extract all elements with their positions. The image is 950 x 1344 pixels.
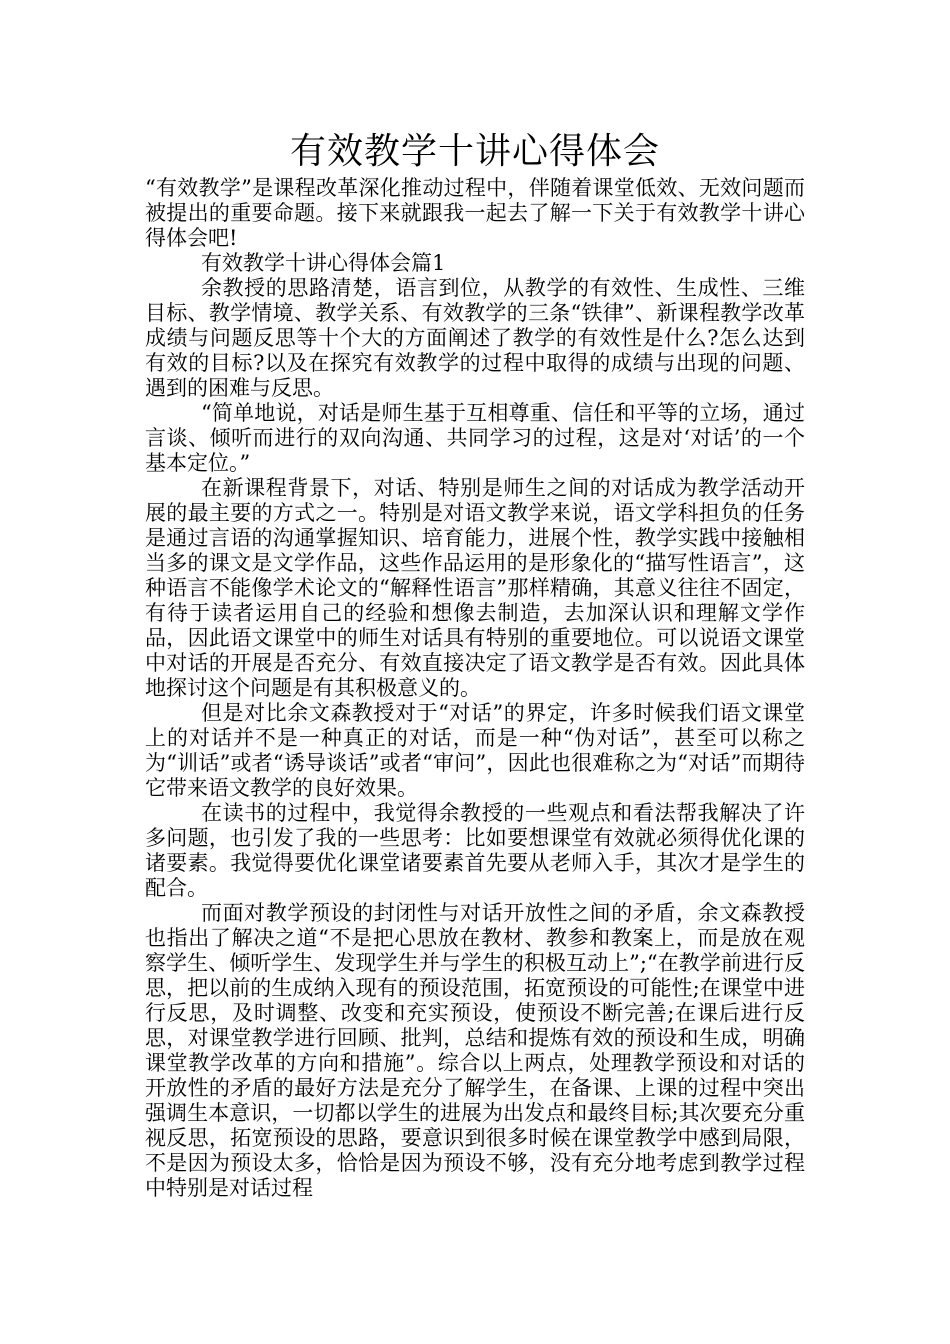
- body-paragraph: 在新课程背景下，对话、特别是师生之间的对话成为教学活动开展的最主要的方式之一。特别是对语文教学来说，语文学科担负的任务是通过言语的沟通掌握知识、培育能力，进展个性，教学实践中接触相当多的课文是文学作品，这些作品运用的是形象化的“描写性语言”，这种语言不能像学术论文的“解释性语言”那样精确，其意义往往不固定，有待于读者运用自己的经验和想像去制造，去加深认识和理解文学作品，因此语文课堂中的师生对话具有特别的重要地位。可以说语文课堂中对话的开展是否充分、有效直接决定了语文教学是否有效。因此具体地探讨这个问题是有其积极意义的。: [145, 476, 805, 700]
- document-title: 有效教学十讲心得体会: [289, 131, 660, 172]
- body-paragraph: “简单地说，对话是师生基于互相尊重、信任和平等的立场，通过言谈、倾听而进行的双向沟通、共同学习的过程，这是对‘对话’的一个基本定位。”: [145, 401, 805, 475]
- section-heading: 有效教学十讲心得体会篇1: [201, 251, 446, 275]
- intro-paragraph: “有效教学”是课程改革深化推动过程中，伴随着课堂低效、无效问题而被提出的重要命题。接下来就跟我一起去了解一下关于有效教学十讲心得体会吧!: [145, 176, 805, 250]
- body-paragraph: 而面对教学预设的封闭性与对话开放性之间的矛盾，余文森教授也指出了解决之道“不是把心思放在教材、教参和教案上，而是放在观察学生、倾听学生、发现学生并与学生的积极互动上”;“在教学前进行反思，把以前的生成纳入现有的预设范围，拓宽预设的可能性;在课堂中进行反思，及时调整、改变和充实预设，使预设不断完善;在课后进行反思，对课堂教学进行回顾、批判，总结和提炼有效的预设和生成，明确课堂教学改革的方向和措施”。综合以上两点，处理教学预设和对话的开放性的矛盾的最好方法是充分了解学生，在备课、上课的过程中突出强调生本意识，一切都以学生的进展为出发点和最终目标;其次要充分重视反思，拓宽预设的思路，要意识到很多时候在课堂教学中感到局限，不是因为预设太多，恰恰是因为预设不够，没有充分地考虑到教学过程中特别是对话过程: [145, 901, 805, 1200]
- document-page: [145, 128, 805, 1201]
- body-paragraph: 余教授的思路清楚，语言到位，从教学的有效性、生成性、三维目标、教学情境、教学关系、有效教学的三条“铁律”、新课程教学改革成绩与问题反思等十个大的方面阐述了教学的有效性是什么?怎么达到有效的目标?以及在探究有效教学的过程中取得的成绩与出现的问题、遇到的困难与反思。: [145, 276, 805, 400]
- body-paragraph: 但是对比余文森教授对于“对话”的界定，许多时候我们语文课堂上的对话并不是一种真正的对话，而是一种“伪对话”，甚至可以称之为“训话”或者“诱导谈话”或者“审问”，因此也很难称之为“对话”而期待它带来语文教学的良好效果。: [145, 701, 805, 800]
- body-paragraph: 在读书的过程中，我觉得余教授的一些观点和看法帮我解决了许多问题，也引发了我的一些思考：比如要想课堂有效就必须得优化课的诸要素。我觉得要优化课堂诸要素首先要从老师入手，其次才是学生的配合。: [145, 801, 805, 900]
